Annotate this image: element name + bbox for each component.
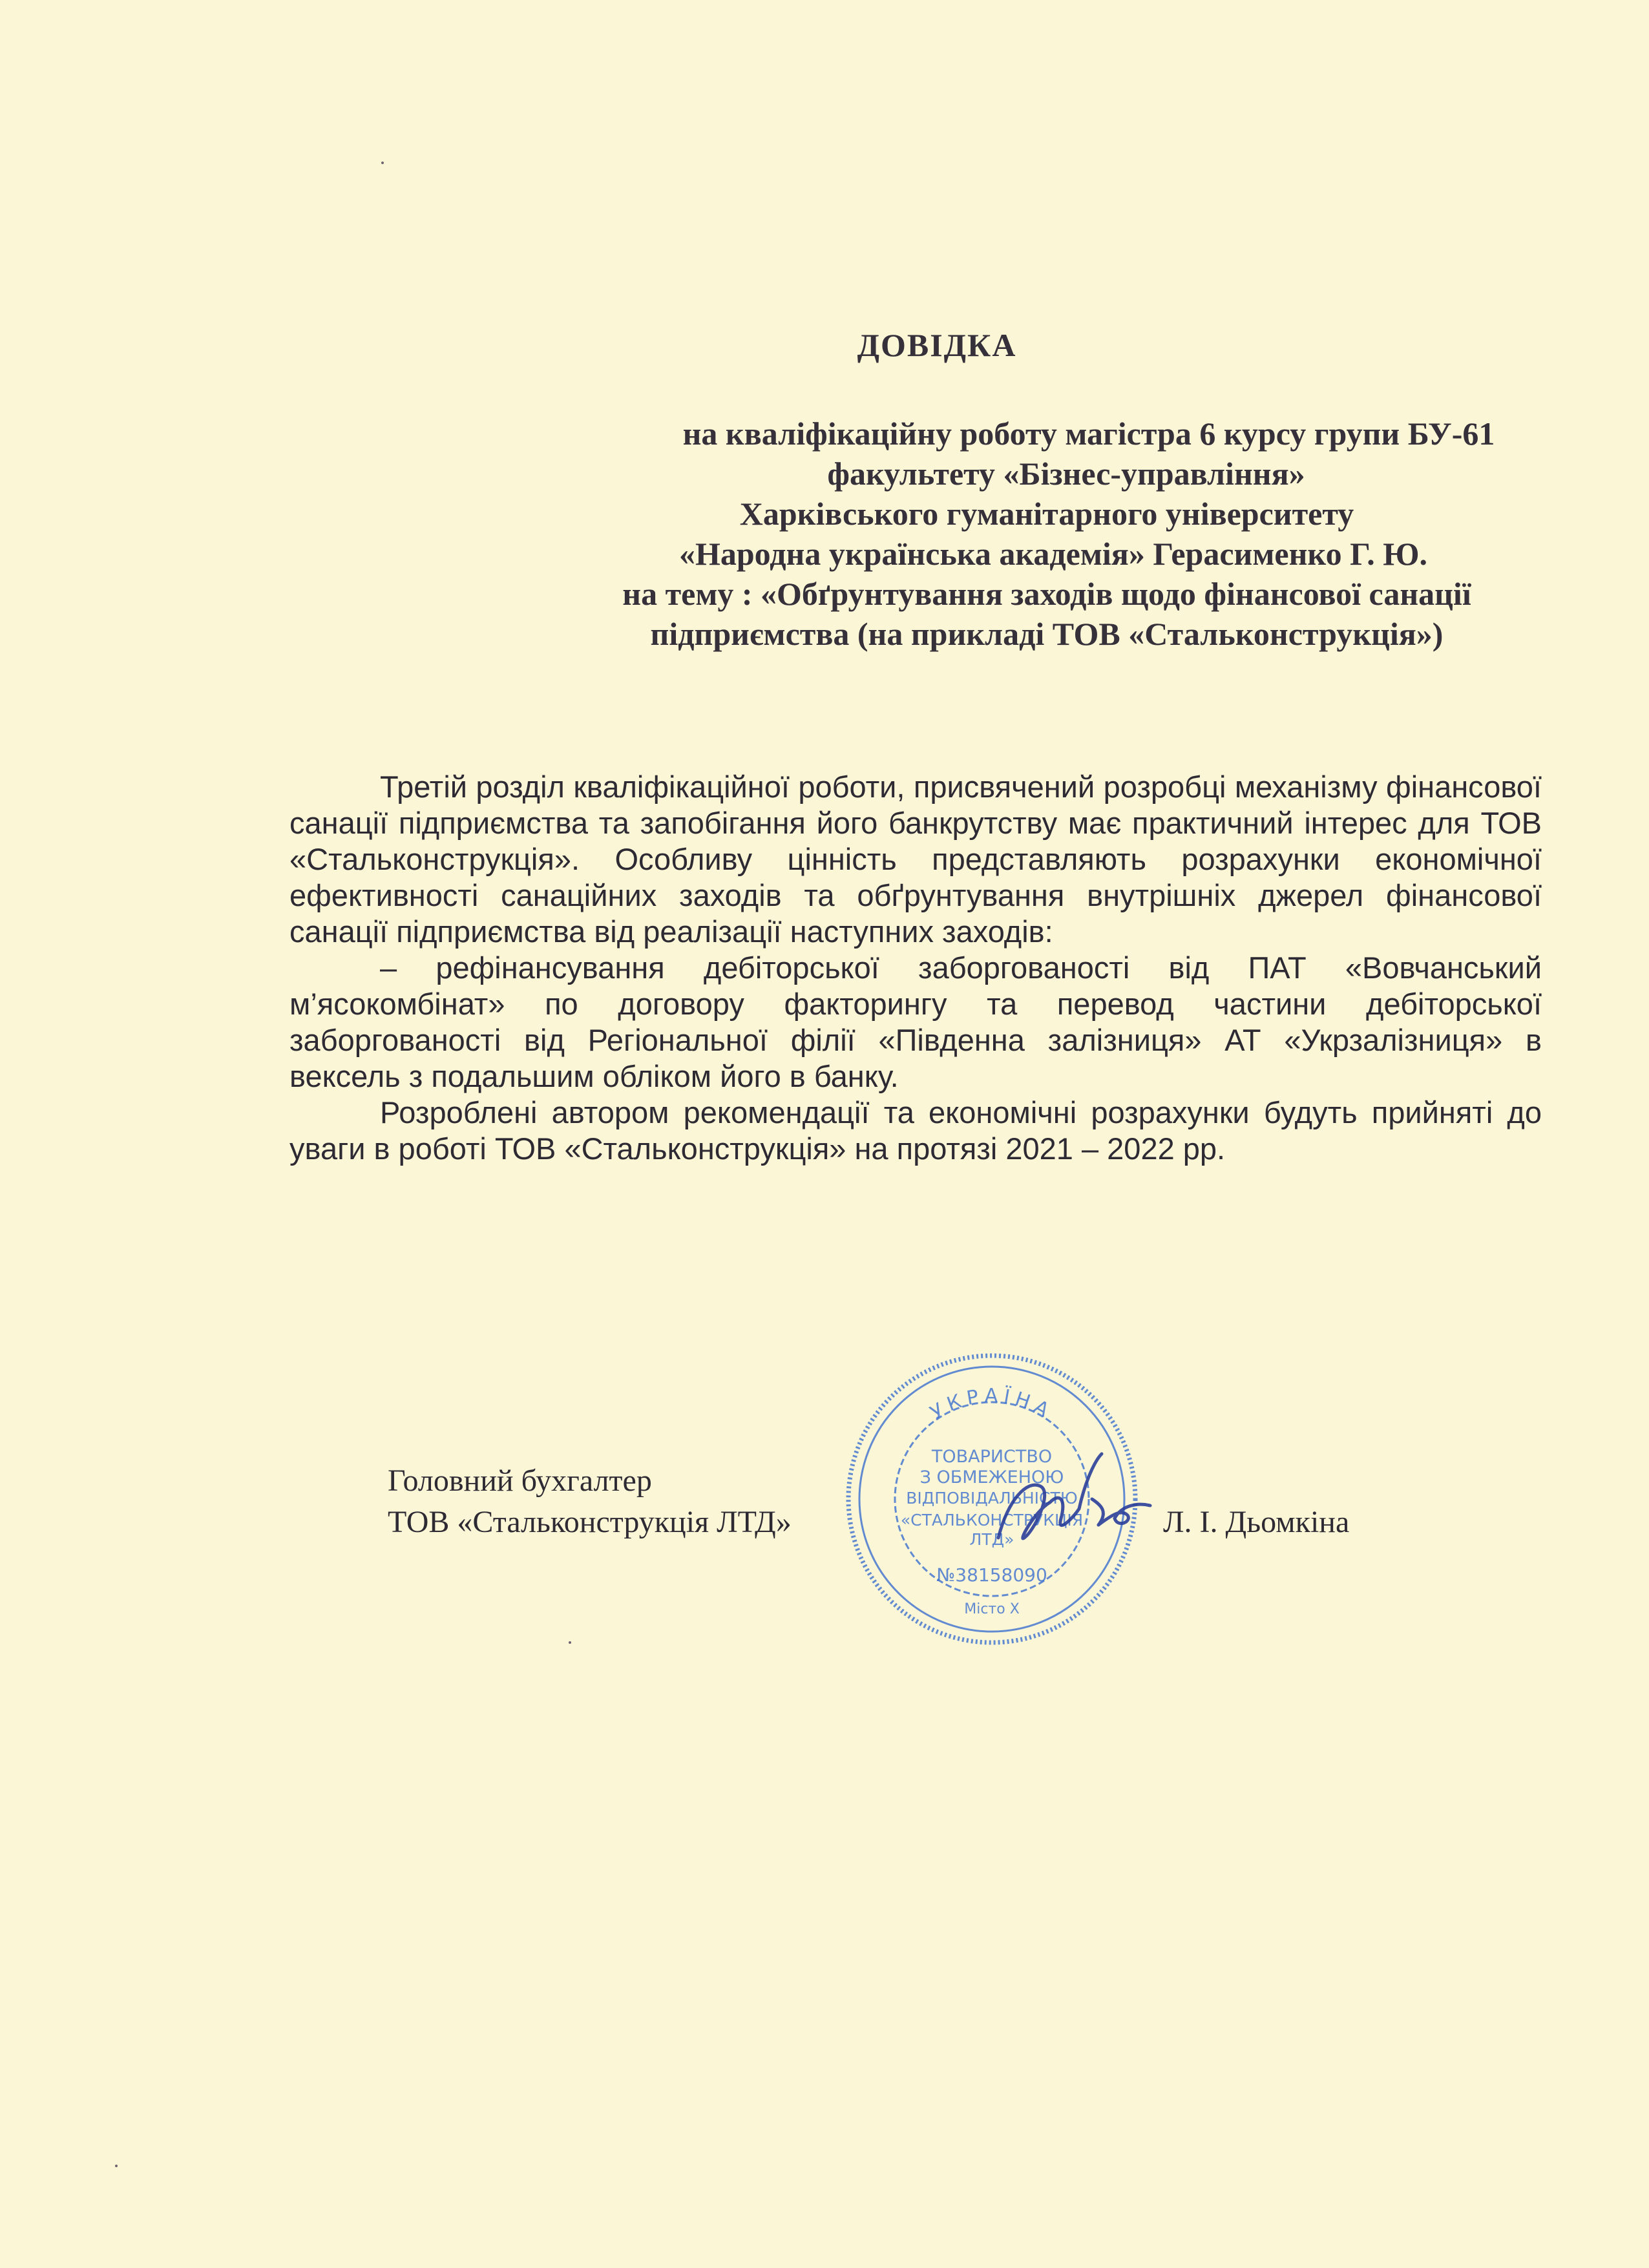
signatory-organization: ТОВ «Стальконструкція ЛТД»: [388, 1505, 792, 1539]
heading-line: Харківського гуманітарного університету: [739, 496, 1354, 532]
paper-speck: [381, 162, 384, 164]
document-heading: [414, 414, 1649, 654]
document-title: ДОВІДКА: [857, 327, 1017, 363]
body-paragraph: – рефінансування дебіторської заборгованості від ПАТ «Вовчанський м’ясокомбінат» по договору факторингу та перевод частини дебіторської заборгованості від Регіональної філії «Південна залізниця» АТ «Укрзалізниця» в вексель з подальшим обліком його в банку.: [289, 950, 1542, 1093]
heading-line: на кваліфікаційну роботу магістра 6 курсу групи БУ-61: [682, 415, 1495, 452]
stamp-bottom-text: Місто Х: [964, 1601, 1020, 1617]
heading-line: факультету «Бізнес-управління»: [827, 456, 1305, 492]
heading-line: на тему : «Обґрунтування заходів щодо фінансової санації: [622, 576, 1471, 612]
body-paragraph: Розроблені автором рекомендації та економічні розрахунки будуть прийняті до уваги в роботі ТОВ «Стальконструкція» на протязі 2021 – 2022 рр.: [289, 1095, 1542, 1166]
document-body: [289, 769, 1542, 1167]
heading-line: «Народна українська академія» Герасименко Г. Ю.: [678, 536, 1428, 572]
stamp-line: «СТАЛЬКОНСТРУКЦІЯ: [900, 1511, 1084, 1529]
handwritten-signature: [989, 1441, 1157, 1557]
heading-line: підприємства (на прикладі ТОВ «Стальконструкція»): [650, 616, 1444, 652]
stamp-line: ТОВАРИСТВО: [931, 1447, 1053, 1467]
body-paragraph: Третій розділ кваліфікаційної роботи, присвячений розробці механізму фінансової санації підприємства та запобігання його банкрутству має практичний інтерес для ТОВ «Стальконструкція». Особливу цінність представляють розрахунки економічної ефективності санаційних заходів та обґрунтування внутрішніх джерел фінансової санації підприємства від реалізації наступних заходів:: [289, 770, 1542, 949]
stamp-code: №38158090: [936, 1564, 1047, 1586]
stamp-line: З ОБМЕЖЕНОЮ: [919, 1467, 1064, 1487]
signature-block: [388, 1460, 792, 1543]
signatory-position: Головний бухгалтер: [388, 1464, 652, 1498]
paper-speck: [569, 1641, 571, 1644]
stamp-line: ЛТД»: [969, 1530, 1014, 1549]
signatory-name: Л. І. Дьомкіна: [1163, 1505, 1350, 1539]
paper-speck: [115, 2165, 118, 2167]
svg-text:УКРАЇНА: [927, 1385, 1057, 1425]
stamp-top-text: УКРАЇНА: [926, 1384, 1058, 1425]
stamp-line: ВІДПОВІДАЛЬНІСТЮ: [906, 1489, 1078, 1507]
